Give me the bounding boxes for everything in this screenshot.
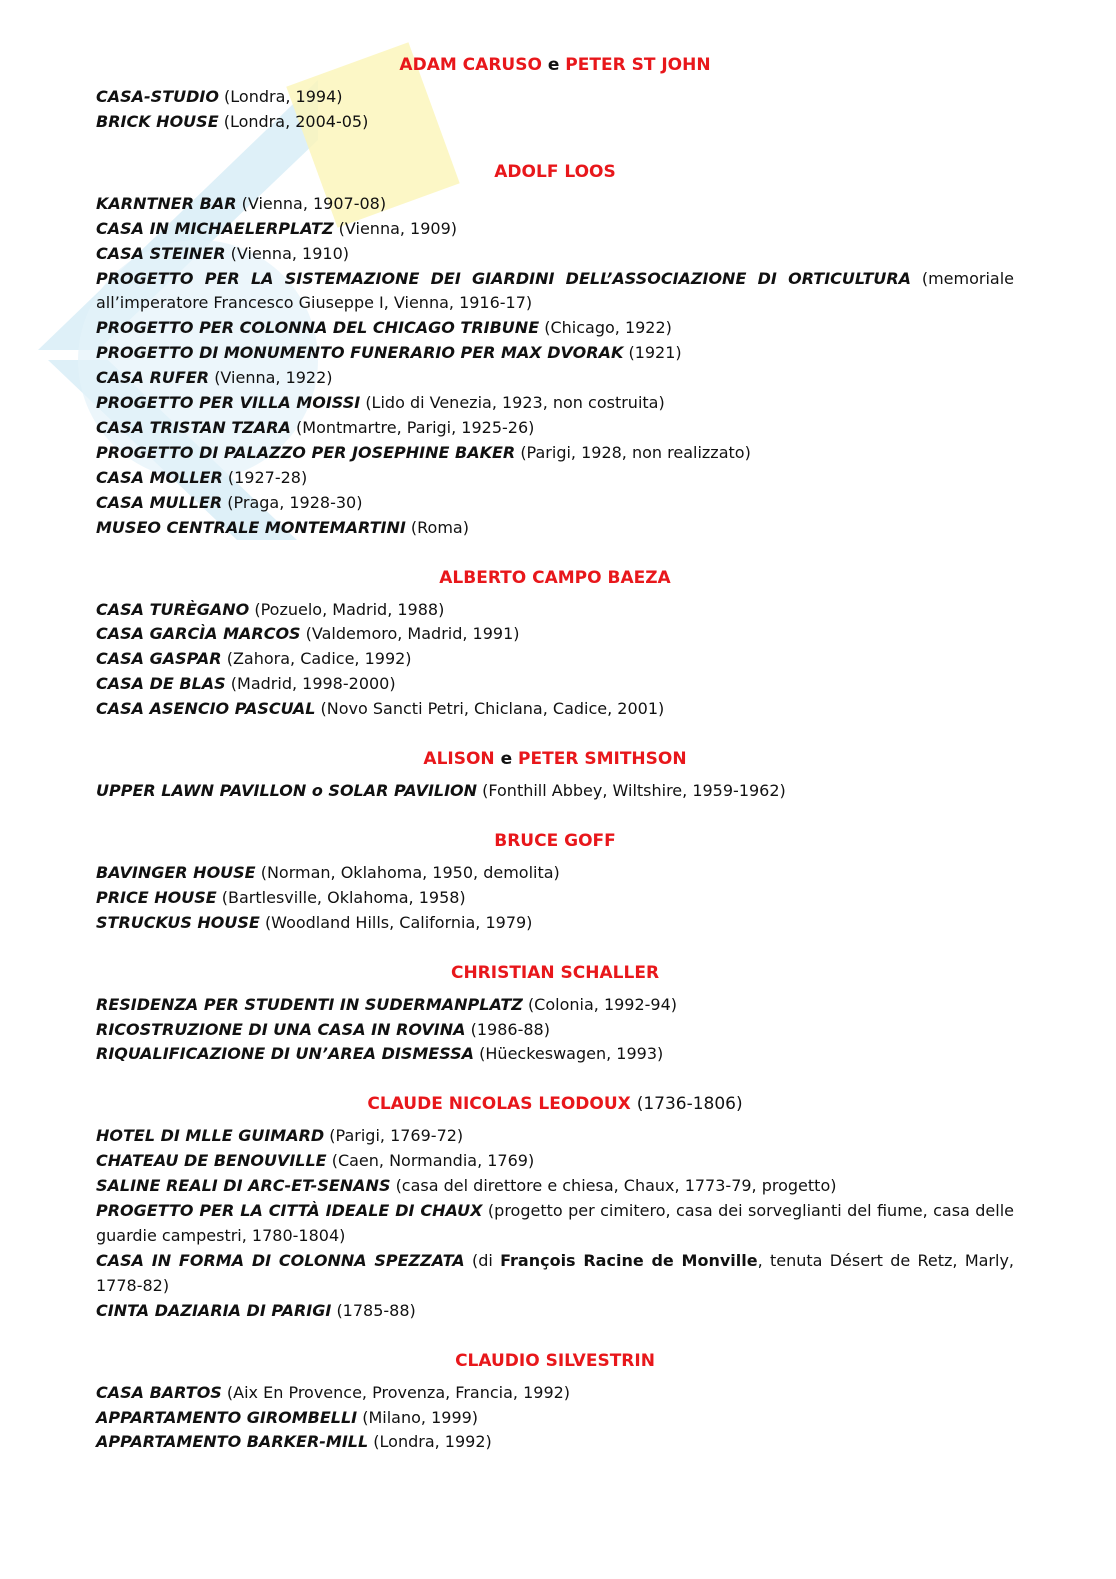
work-title: MUSEO CENTRALE MONTEMARTINI	[96, 517, 406, 537]
work-title: CASA TRISTAN TZARA	[96, 417, 291, 437]
work-item	[96, 1249, 1014, 1299]
work-detail: (Londra, 1994)	[224, 87, 343, 106]
work-title: BRICK HOUSE	[96, 111, 219, 131]
work-item	[96, 516, 1014, 541]
work-detail: (Vienna, 1910)	[230, 243, 349, 263]
work-item	[96, 886, 1014, 911]
architect-name: BRUCE GOFF	[494, 830, 616, 851]
work-item	[96, 1174, 1014, 1199]
architect-heading	[96, 566, 1014, 591]
work-detail: (Novo Sancti Petri, Chiclana, Cadice, 2001)	[320, 699, 665, 719]
work-detail: (Woodland Hills, California, 1979)	[264, 912, 533, 932]
architect-name: ADOLF LOOS	[494, 161, 616, 182]
work-title: PROGETTO PER VILLA MOISSI	[96, 393, 361, 413]
work-item	[96, 391, 1014, 416]
works-list	[96, 192, 1014, 541]
work-item	[96, 242, 1014, 267]
work-detail: (Praga, 1928-30)	[227, 492, 363, 512]
work-detail: (Caen, Normandia, 1769)	[331, 1151, 535, 1171]
work-title: KARNTNER BAR	[96, 193, 237, 213]
architect-heading	[96, 53, 1014, 78]
work-item	[96, 647, 1014, 672]
work-detail: (1986-88)	[470, 1019, 550, 1039]
work-item	[96, 993, 1014, 1018]
work-title: CASA ASENCIO PASCUAL	[96, 699, 316, 719]
work-title: PROGETTO PER LA CITTÀ IDEALE DI CHAUX	[96, 1201, 483, 1221]
work-detail: (Fonthill Abbey, Wiltshire, 1959-1962)	[482, 781, 786, 801]
work-title: PROGETTO PER LA SISTEMAZIONE DEI GIARDINI DELL’ASSOCIAZIONE DI ORTICULTURA	[96, 268, 912, 288]
work-title: UPPER LAWN PAVILLON o SOLAR PAVILION	[96, 781, 478, 801]
work-title: RIQUALIFICAZIONE DI UN’AREA DISMESSA	[96, 1044, 475, 1064]
work-title: CASA MULLER	[96, 492, 223, 512]
architect-name: CLAUDE NICOLAS LEODOUX	[367, 1094, 631, 1115]
work-title: SALINE REALI DI ARC-ET-SENANS	[96, 1176, 391, 1196]
work-title: CASA TURÈGANO	[96, 599, 250, 619]
work-item	[96, 1430, 1014, 1455]
work-title: CASA-STUDIO	[96, 87, 219, 106]
works-list	[96, 85, 1014, 135]
work-detail: (Milano, 1999)	[362, 1407, 479, 1427]
works-list	[96, 598, 1014, 723]
work-item	[96, 1042, 1014, 1067]
architect-dates: (1736-1806)	[636, 1094, 743, 1115]
work-detail: (Pozuelo, Madrid, 1988)	[254, 599, 445, 619]
architect-name: ALBERTO CAMPO BAEZA	[439, 567, 671, 588]
works-list	[96, 1381, 1014, 1456]
work-detail: (1785-88)	[336, 1300, 416, 1320]
work-item	[96, 366, 1014, 391]
architect-name: CHRISTIAN SCHALLER	[450, 962, 660, 983]
work-item	[96, 110, 1014, 135]
work-item	[96, 1381, 1014, 1406]
architect-name: ALISON	[423, 749, 495, 770]
patron-name: François Racine de Monville	[500, 1250, 758, 1270]
work-item	[96, 341, 1014, 366]
work-detail: (casa del direttore e chiesa, Chaux, 1773-79, progetto)	[395, 1176, 837, 1196]
work-detail: (Lido di Venezia, 1923, non costruita)	[365, 393, 665, 413]
work-title: CHATEAU DE BENOUVILLE	[96, 1151, 327, 1171]
architect-name: CLAUDIO SILVESTRIN	[455, 1350, 655, 1371]
heading-conjunction: e	[500, 749, 513, 770]
work-detail: (Londra, 2004-05)	[223, 111, 369, 131]
work-detail: (memoriale all’imperatore Francesco Giuseppe I, Vienna, 1916-17)	[96, 268, 1014, 313]
work-title: BAVINGER HOUSE	[96, 862, 256, 882]
work-item	[96, 911, 1014, 936]
work-item	[96, 1199, 1014, 1249]
work-detail: (Norman, Oklahoma, 1950, demolita)	[260, 862, 560, 882]
work-title: PRICE HOUSE	[96, 887, 217, 907]
architect-name: PETER ST JOHN	[565, 55, 711, 75]
work-detail: (1927-28)	[227, 467, 308, 487]
work-title: RESIDENZA PER STUDENTI IN SUDERMANPLATZ	[96, 994, 523, 1014]
detail-part: , tenuta Désert de Retz, Marly, 1778-82)	[96, 1250, 1015, 1295]
work-detail: (Parigi, 1928, non realizzato)	[520, 442, 751, 462]
work-item	[96, 1124, 1014, 1149]
architect-heading	[96, 160, 1014, 185]
work-detail: (progetto per cimitero, casa dei sorveglianti del fiume, casa delle guardie campestri, 1780-1804)	[96, 1201, 1015, 1245]
work-detail: (Colonia, 1992-94)	[527, 994, 678, 1014]
work-title: CASA DE BLAS	[96, 674, 226, 694]
work-item	[96, 491, 1014, 516]
work-item	[96, 1149, 1014, 1174]
work-item	[96, 466, 1014, 491]
work-title: CASA RUFER	[96, 368, 210, 388]
work-item	[96, 1299, 1014, 1324]
work-title: RICOSTRUZIONE DI UNA CASA IN ROVINA	[96, 1019, 466, 1039]
work-detail: (Parigi, 1769-72)	[329, 1126, 464, 1146]
work-title: PROGETTO PER COLONNA DEL CHICAGO TRIBUNE	[96, 318, 540, 338]
work-item	[96, 1406, 1014, 1431]
work-item	[96, 1018, 1014, 1043]
work-item	[96, 441, 1014, 466]
work-item	[96, 861, 1014, 886]
work-title: CASA MOLLER	[96, 467, 223, 487]
work-title: CINTA DAZIARIA DI PARIGI	[96, 1300, 332, 1320]
work-item	[96, 672, 1014, 697]
works-list	[96, 779, 1014, 804]
work-detail: (Londra, 1992)	[373, 1432, 492, 1452]
architect-name: PETER SMITHSON	[518, 749, 687, 770]
work-detail: (Aix En Provence, Provenza, Francia, 1992)	[226, 1382, 571, 1402]
work-title: PROGETTO DI PALAZZO PER JOSEPHINE BAKER	[96, 442, 516, 462]
work-detail: (1921)	[628, 343, 682, 363]
work-title: APPARTAMENTO BARKER-MILL	[96, 1432, 369, 1452]
work-item	[96, 267, 1014, 317]
work-detail: (Vienna, 1909)	[338, 218, 458, 238]
work-title: CASA IN MICHAELERPLATZ	[96, 218, 334, 238]
work-detail: (Vienna, 1922)	[214, 368, 333, 388]
architect-name: ADAM CARUSO	[399, 55, 542, 75]
work-title: APPARTAMENTO GIROMBELLI	[96, 1407, 358, 1427]
work-detail: (Hüeckeswagen, 1993)	[479, 1044, 664, 1064]
work-item	[96, 779, 1014, 804]
work-detail: (Madrid, 1998-2000)	[230, 674, 396, 694]
architect-heading	[96, 1349, 1014, 1374]
work-detail: (Montmartre, Parigi, 1925-26)	[296, 417, 535, 437]
work-title: CASA GARCÌA MARCOS	[96, 624, 301, 644]
work-item	[96, 217, 1014, 242]
work-title: CASA IN FORMA DI COLONNA SPEZZATA	[96, 1250, 465, 1270]
work-detail: (Roma)	[410, 517, 469, 537]
work-title: STRUCKUS HOUSE	[96, 912, 260, 932]
work-title: CASA GASPAR	[96, 649, 222, 669]
architect-heading	[96, 1092, 1014, 1117]
work-detail: (Bartlesville, Oklahoma, 1958)	[221, 887, 466, 907]
architect-heading	[96, 747, 1014, 772]
works-list	[96, 1124, 1014, 1323]
work-item	[96, 192, 1014, 217]
document-page	[96, 53, 1014, 1480]
work-item	[96, 85, 1014, 110]
work-item	[96, 316, 1014, 341]
architect-heading	[96, 829, 1014, 854]
work-detail: (Chicago, 1922)	[544, 318, 672, 338]
work-item	[96, 416, 1014, 441]
work-title: PROGETTO DI MONUMENTO FUNERARIO PER MAX DVORAK	[96, 343, 624, 363]
work-title: HOTEL DI MLLE GUIMARD	[96, 1126, 325, 1146]
works-list	[96, 993, 1014, 1068]
work-item	[96, 622, 1014, 647]
detail-part: (di	[471, 1250, 501, 1270]
architect-heading	[96, 961, 1014, 986]
works-list	[96, 861, 1014, 936]
work-detail: (Valdemoro, Madrid, 1991)	[305, 624, 520, 644]
work-detail: (Vienna, 1907-08)	[241, 193, 387, 213]
work-title: CASA STEINER	[96, 243, 226, 263]
work-title: CASA BARTOS	[96, 1382, 222, 1402]
heading-conjunction: e	[547, 55, 560, 75]
work-detail: (Zahora, Cadice, 1992)	[226, 649, 412, 669]
work-item	[96, 598, 1014, 623]
work-item	[96, 697, 1014, 722]
